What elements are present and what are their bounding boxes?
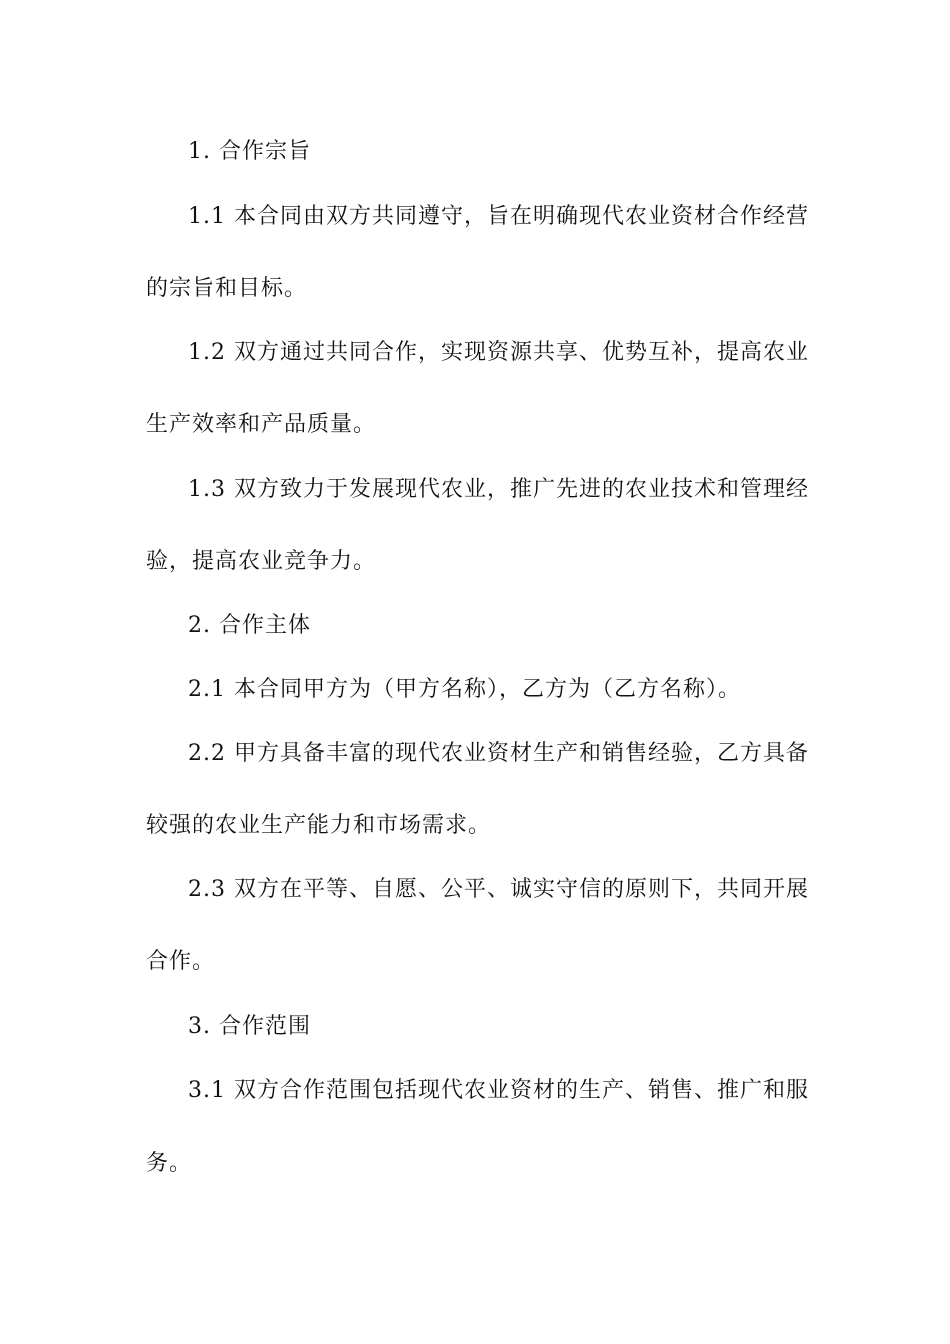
clause-1-2-line-2: 生产效率和产品质量。 [146,412,377,437]
clause-3-1-line-1: 3.1 双方合作范围包括现代农业资材的生产、销售、推广和服 [188,1078,809,1103]
clause-1-1-line-1: 1.1 本合同由双方共同遵守，旨在明确现代农业资材合作经营 [188,204,809,229]
clause-1-3-line-2: 验，提高农业竞争力。 [146,549,377,574]
clause-2-3-line-2: 合作。 [146,949,216,974]
clause-2-1: 2.1 本合同甲方为（甲方名称），乙方为（乙方名称）。 [188,677,741,702]
section-heading-3: 3. 合作范围 [188,1014,311,1039]
clause-1-1-line-2: 的宗旨和目标。 [146,276,308,301]
section-heading-2: 2. 合作主体 [188,613,311,638]
clause-1-3-line-1: 1.3 双方致力于发展现代农业，推广先进的农业技术和管理经 [188,477,809,502]
clause-1-2-line-1: 1.2 双方通过共同合作，实现资源共享、优势互补，提高农业 [188,340,809,365]
clause-2-2-line-2: 较强的农业生产能力和市场需求。 [146,813,492,838]
clause-3-1-line-2: 务。 [146,1151,193,1176]
clause-2-3-line-1: 2.3 双方在平等、自愿、公平、诚实守信的原则下，共同开展 [188,877,809,902]
clause-2-2-line-1: 2.2 甲方具备丰富的现代农业资材生产和销售经验，乙方具备 [188,741,809,766]
section-heading-1: 1. 合作宗旨 [188,139,311,164]
